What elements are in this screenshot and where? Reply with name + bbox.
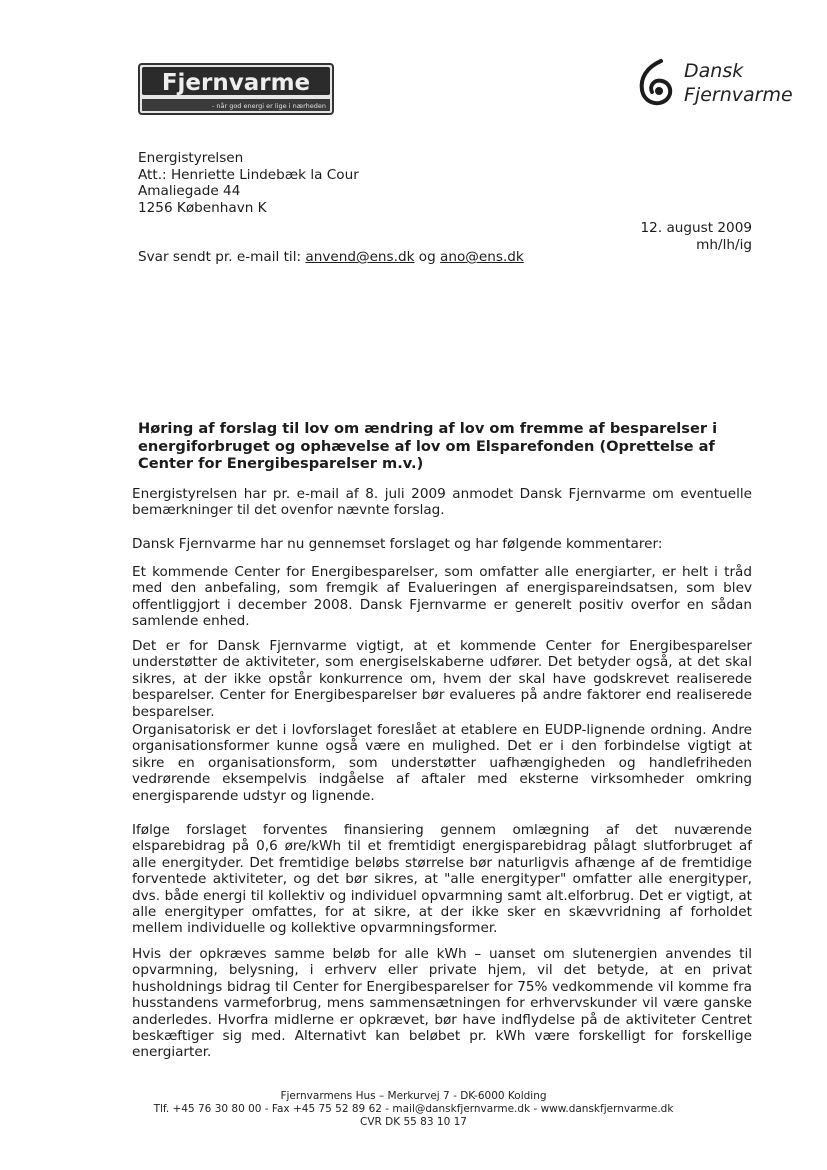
email-link-ano[interactable]: ano@ens.dk: [440, 249, 524, 265]
address-line: Amaliegade 44: [138, 183, 241, 200]
fjernvarme-logo: [138, 63, 334, 115]
footer-contact: Tlf. +45 76 30 80 00 - Fax +45 75 52 89 62 - mail@danskfjernvarme.dk - www.danskfjernvarme.dk: [153, 1103, 674, 1115]
body-paragraph: Hvis der opkræves samme beløb for alle kWh – uanset om slutenergien anvendes til opvarmning, belysning, i erhverv eller private hjem, vil det betyde, at en privat husholdnings bidrag til Center for Energibesparelser for 75% vedkommende vil komme fra husstandens varmeforbrug, mens sammensætningen for erhvervskunder vil være ganske anderledes. Hvorfra midlerne er opkrævet, bør have indflydelse på de aktiviteter Centret beskæftiger sig med. Alternativt kan beløbet pr. kWh være forskelligt for forskellige energiarter.: [132, 946, 752, 1061]
body-paragraph: Dansk Fjernvarme har nu gennemset forslaget og har følgende kommentarer:: [132, 536, 663, 552]
date-block: [641, 220, 752, 253]
address-line: 1256 København K: [138, 199, 267, 216]
body-paragraph: Ifølge forslaget forventes finansiering gennem omlægning af det nuværende elsparebidrag på 0,6 øre/kWh til et fremtidigt energisparebidrag pålagt slutforbruget af alle energityder. Det fremtidige beløbs størrelse bør naturligvis afhænge af de fremtidige forventede aktiviteter, og det bør sikres, at "alle energityper" omfatter alle energityper, dvs. både energi til kollektiv og individuel opvarmning samt alt.elforbrug. Det er vigtigt, at alle energityper omfattes, for at sikre, at der ikke sker en skævvridning af forholdet mellem individuelle og kollektive opvarmningsformer.: [132, 822, 752, 937]
fjernvarme-logo-graphic: [138, 63, 334, 115]
body-paragraph: Det er for Dansk Fjernvarme vigtigt, at et kommende Center for Energibesparelser understøtter de aktiviteter, som energiselskaberne udfører. Det betyder også, at det skal sikres, at der ikke opstår konkurrence om, hvem der skal have godskrevet realiserede besparelser. Center for Energibesparelser bør evalueres på andre faktorer end realiserede besparelser.: [132, 638, 752, 720]
body-paragraph: Et kommende Center for Energibesparelser, som omfatter alle energiarter, er helt i tråd med den anbefaling, som fremgik af Evalueringen af energispareindsatsen, som blev offentliggjort i december 2008. Dansk Fjernvarme er generelt positiv overfor en sådan samlende enhed.: [132, 564, 752, 630]
svg-text:- når god energi er lige i nær: - når god energi er lige i nærheden: [211, 102, 326, 110]
address-line: Att.: Henriette Lindebæk la Cour: [138, 166, 359, 183]
logo-text-dansk: Dansk: [684, 60, 744, 82]
recipient-address: [138, 150, 359, 216]
letter-footer: [0, 1090, 827, 1129]
letter-subject: Høring af forslag til lov om ændring af lov om fremme af besparelser i energiforbruget og ophævelse af lov om Elsparefonden (Oprettelse af Center for Energibesparelser m.v.): [138, 420, 718, 472]
letter-date: 12. august 2009: [640, 220, 752, 236]
dansk-fjernvarme-logo: [637, 58, 797, 112]
svg-text:Fjernvarme: Fjernvarme: [161, 70, 311, 96]
reply-joiner: og: [414, 249, 441, 265]
reply-prefix: Svar sendt pr. e-mail til:: [138, 249, 306, 265]
reply-note: [138, 249, 524, 265]
footer-address: Fjernvarmens Hus – Merkurvej 7 - DK-6000 Kolding: [280, 1090, 547, 1102]
swirl-logo-icon: [637, 58, 675, 110]
letter-reference: mh/lh/ig: [696, 236, 752, 253]
address-line: Energistyrelsen: [138, 150, 244, 166]
footer-cvr: CVR DK 55 83 10 17: [360, 1116, 467, 1128]
logo-text-fjernvarme: Fjernvarme: [684, 84, 793, 106]
body-paragraph: Energistyrelsen har pr. e-mail af 8. juli 2009 anmodet Dansk Fjernvarme om eventuelle bemærkninger til det ovenfor nævnte forslag.: [132, 486, 752, 519]
body-paragraph: Organisatorisk er det i lovforslaget foreslået at etablere en EUDP-lignende ordning. Andre organisationsformer kunne også være en mulighed. Det er i den forbindelse vigtigt at sikre en organisationsform, som understøtter uafhængigheden og handlefriheden vedrørende eksempelvis indgåelse af aftaler med eksterne virksomheder omkring energisparende udstyr og lignende.: [132, 722, 752, 804]
email-link-anvend[interactable]: anvend@ens.dk: [305, 249, 415, 265]
